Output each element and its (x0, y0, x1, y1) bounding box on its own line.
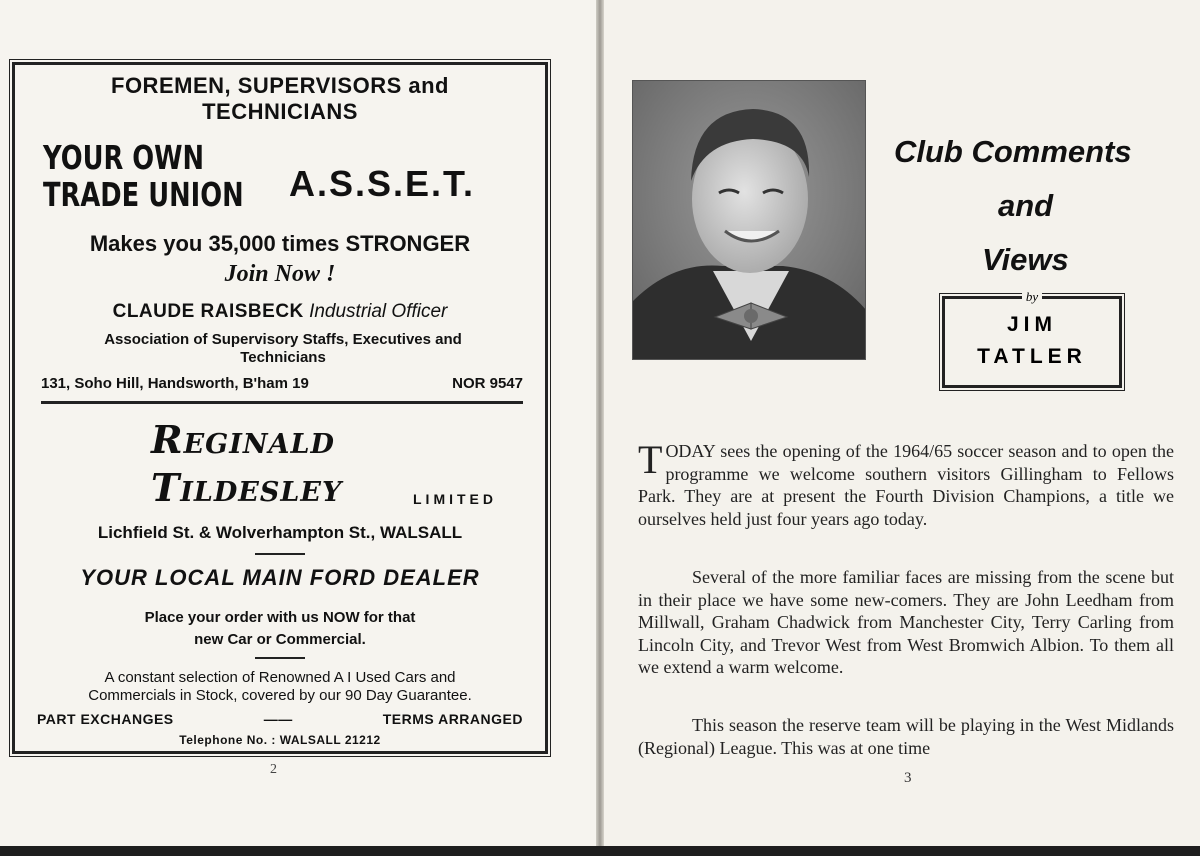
association-line1: Association of Supervisory Staffs, Executives and (104, 331, 462, 348)
tildesley-name-line2: Tildesley (151, 465, 343, 510)
association-name (45, 331, 521, 367)
asset-address: 131, Soho Hill, Handsworth, B'ham 19 (41, 375, 309, 392)
paragraph-1-text: ODAY sees the opening of the 1964/65 soccer season and to open the programme we welcome southern visitors Gillingham to Fellows Park. They are at present the Fourth Division Champions, a title we ourselves held just four years ago today. (638, 441, 1174, 529)
association-line2: Technicians (240, 349, 326, 366)
page-number-left: 2 (270, 762, 277, 777)
exchange-row (37, 711, 523, 727)
stronger-slogan: Makes you 35,000 times STRONGER (89, 231, 471, 256)
byline-box (942, 289, 1122, 388)
byline-by: by (945, 289, 1119, 305)
tildesley-name-line1: Reginald (151, 417, 335, 462)
page-number-right: 3 (904, 770, 912, 786)
order-line2: new Car or Commercial. (194, 631, 366, 648)
paragraph-1 (638, 437, 1174, 530)
asset-heading-line2: TECHNICIANS (202, 99, 358, 124)
stock-line2: Commercials in Stock, covered by our 90 Day Guarantee. (88, 687, 472, 704)
paragraph-3: This season the reserve team will be playing in the West Midlands (Regional) League. This was at one time (638, 715, 1174, 758)
right-page (604, 0, 1200, 846)
title-line1: Club Comments (894, 134, 1132, 169)
officer-title: Industrial Officer (309, 301, 448, 322)
terms-arranged: TERMS ARRANGED (382, 711, 523, 727)
officer-name: CLAUDE RAISBECK (112, 301, 304, 322)
tildesley-telephone: Telephone No. : WALSALL 21212 (179, 733, 381, 747)
union-line1: YOUR OWN (43, 138, 205, 177)
union-line2: TRADE UNION (43, 175, 244, 214)
tildesley-address: Lichfield St. & Wolverhampton St., WALSALL (97, 523, 463, 542)
union-slogan (43, 139, 244, 213)
order-line1: Place your order with us NOW for that (144, 609, 416, 626)
asset-phone: NOR 9547 (452, 375, 523, 392)
asset-heading (15, 73, 545, 125)
title-line2: and (998, 188, 1054, 223)
book-spine (596, 0, 604, 846)
author-photo (632, 80, 866, 360)
asset-and-tildesley-advert (12, 62, 548, 754)
stock-text (15, 669, 545, 705)
left-page (0, 0, 596, 846)
author-last-name: TATLER (977, 345, 1087, 368)
part-exchanges: PART EXCHANGES (37, 711, 174, 727)
officer-line (15, 301, 545, 323)
tildesley-suffix: LIMITED (413, 491, 497, 507)
asset-heading-line1: FOREMEN, SUPERVISORS and (111, 73, 449, 98)
author-first-name: JIM (1006, 313, 1057, 336)
advert-divider (41, 401, 523, 404)
union-name: A.S.S.E.T. (289, 163, 476, 204)
short-divider (255, 553, 305, 555)
stock-line1: A constant selection of Renowned A I Used Cars and (104, 669, 456, 686)
order-text (15, 607, 545, 651)
ford-dealer-tagline: YOUR LOCAL MAIN FORD DEALER (80, 565, 480, 590)
table-edge (0, 846, 1200, 856)
asset-address-row (41, 375, 523, 392)
portrait-image (633, 81, 866, 360)
title-line3: Views (982, 242, 1069, 277)
exchange-dash: —— (263, 711, 293, 727)
short-divider (255, 657, 305, 659)
paragraph-2: Several of the more familiar faces are missing from the scene but in their place we have some new-comers. They are John Leedham from Millwall, Graham Chadwick from Manchester City, Terry Carling from Lincoln City, and Trevor West from West Bromwich Albion. To them all we extend a warm welcome. (638, 567, 1174, 677)
join-now: Join Now ! (224, 261, 336, 287)
drop-cap: T (638, 437, 663, 482)
